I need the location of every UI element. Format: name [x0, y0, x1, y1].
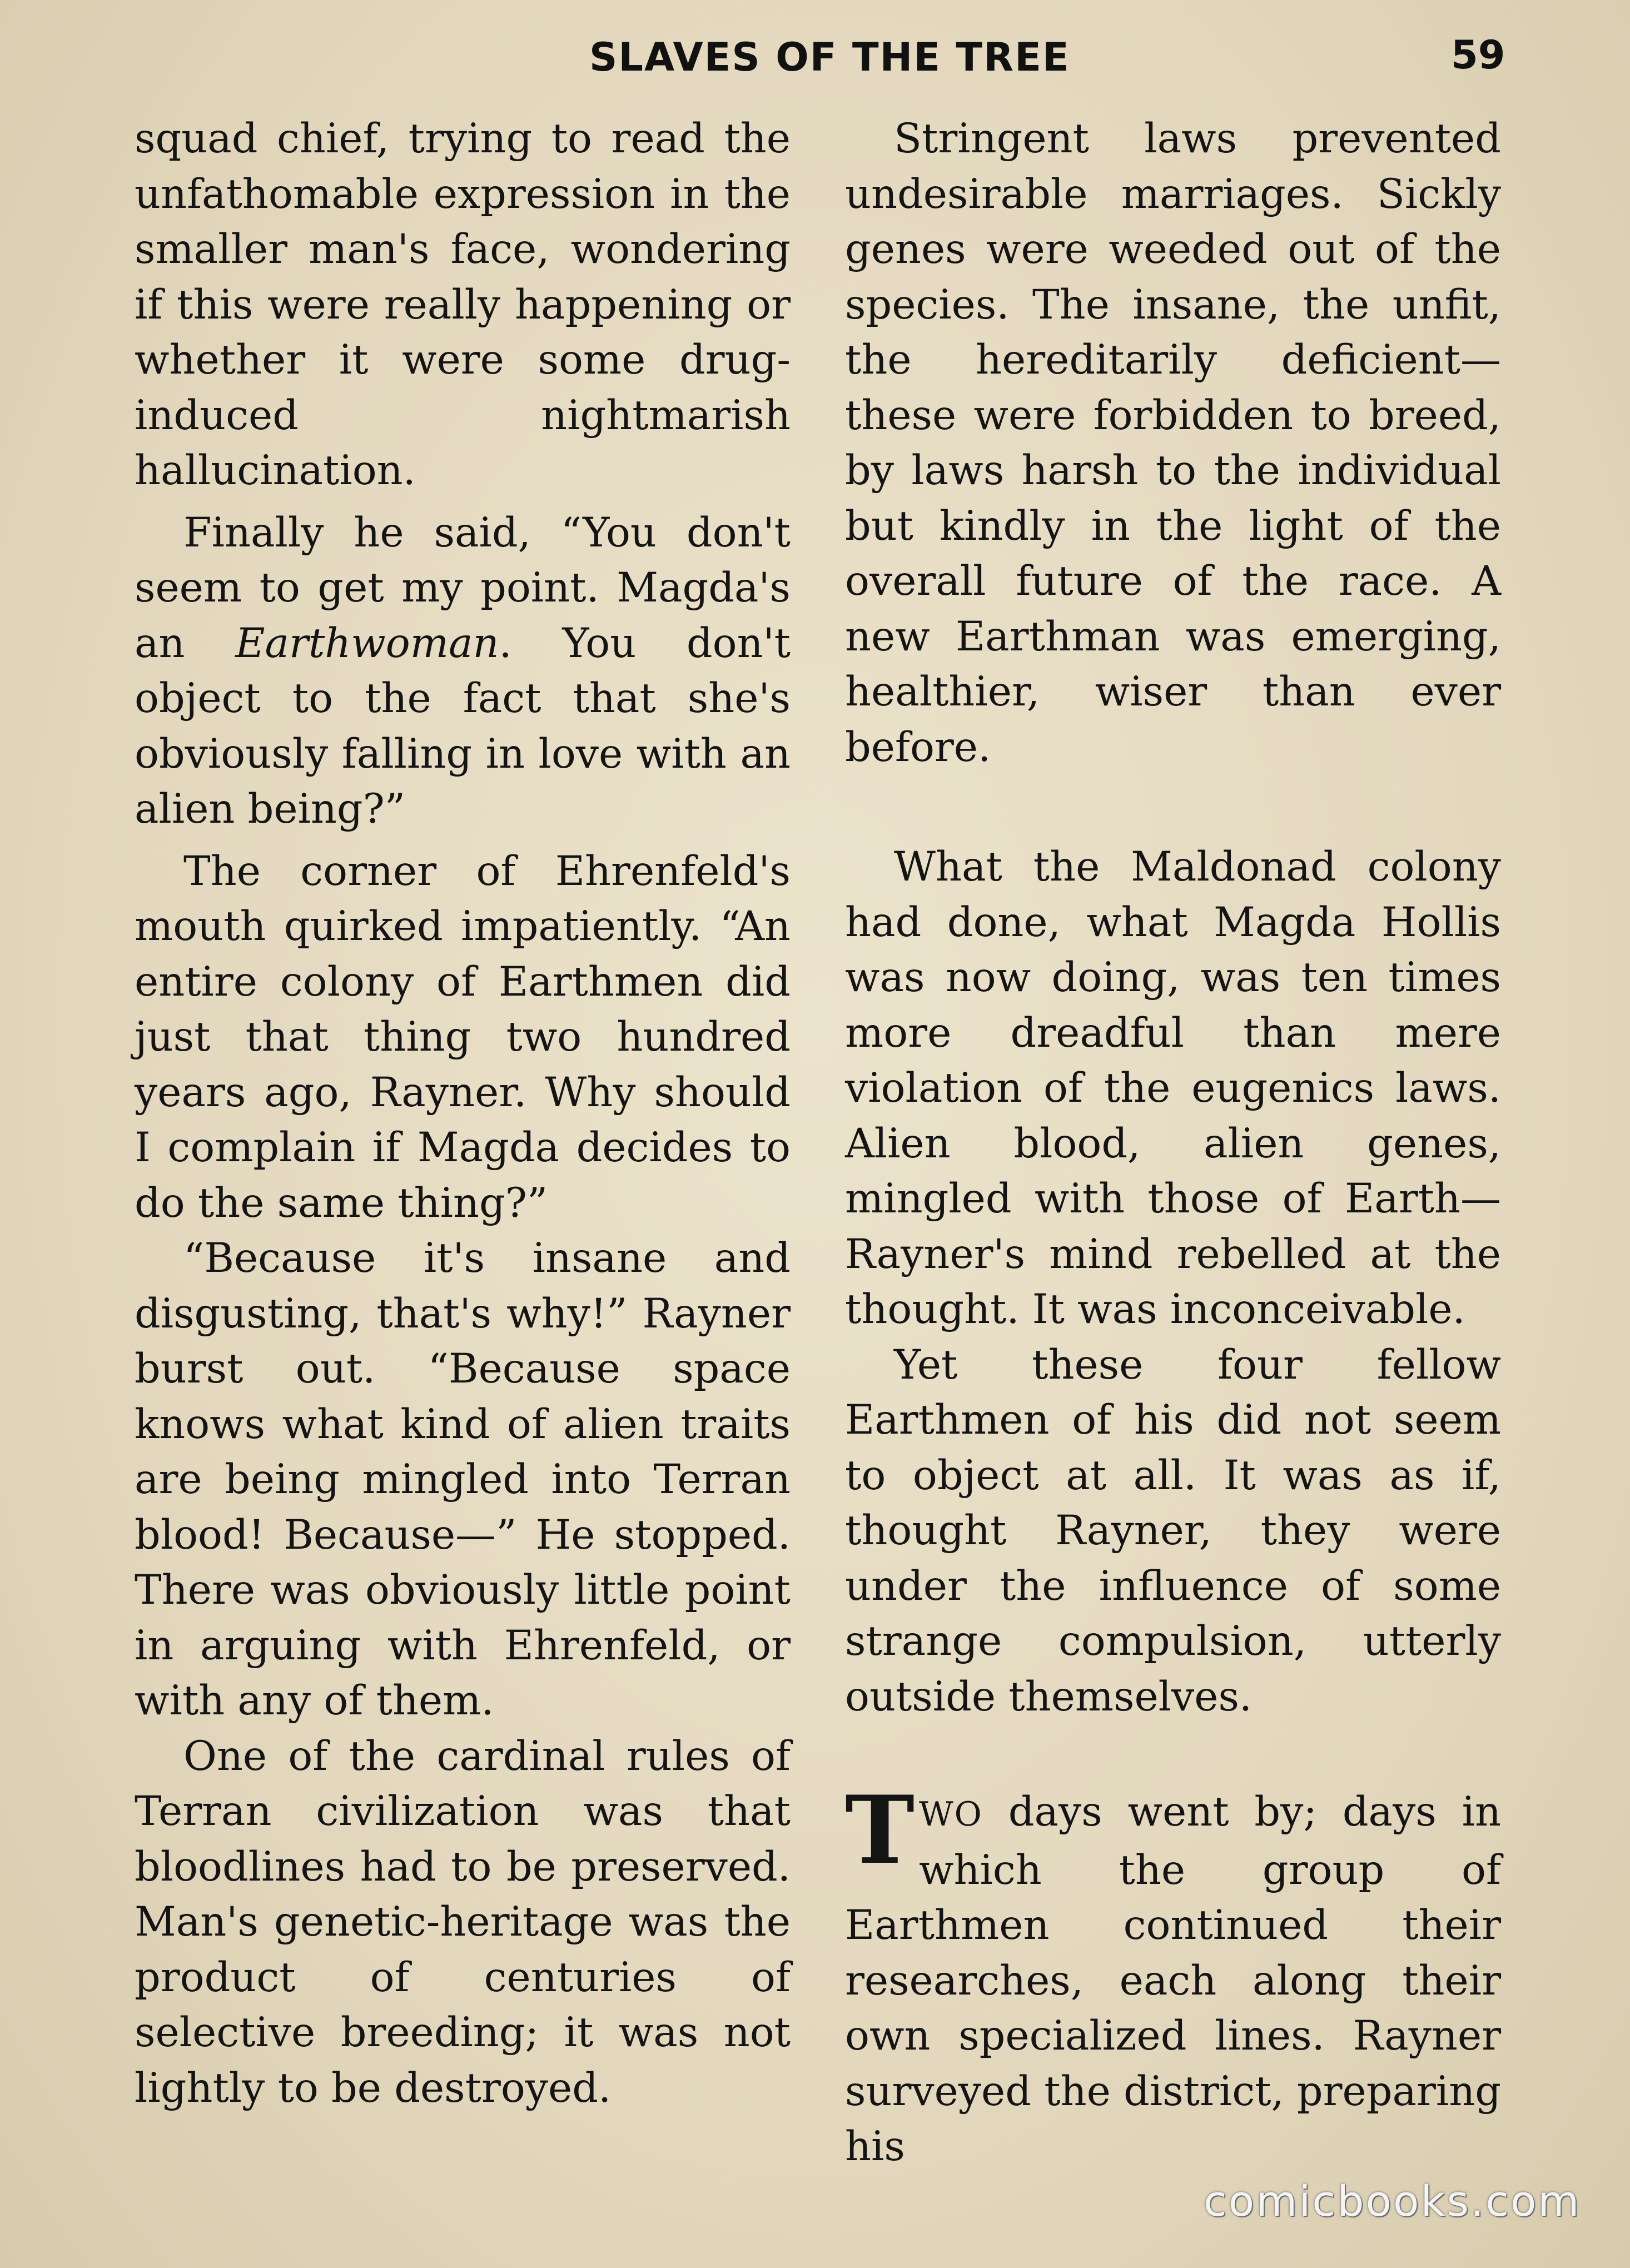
- paragraph: Stringent laws prevented undesirable marriages. Sickly genes were weeded out of the species. The insane, the unfit, the hereditarily deficient—these were forbidden to breed, by laws harsh to the individual but kindly in the light of the overall future of the race. A new Earthman was emerging, healthier, wiser than ever before.: [845, 115, 1501, 771]
- running-title: SLAVES OF THE TREE: [589, 34, 1070, 80]
- paragraph: squad chief, trying to read the unfathomable expression in the smaller man's face, wondering if this were really happening or whether it were some drug-induced nightmarish hallucination.: [135, 115, 791, 494]
- paragraph-text: days went by; days in which the group of Earthmen continued their researches, each along their own specialized lines. Rayner surveyed the district, preparing his: [845, 1788, 1501, 2170]
- paragraph-text: Finally he said, “You don't seem to get my point. Magda's an: [135, 509, 791, 667]
- section-opening-paragraph: [845, 1775, 1501, 2175]
- paragraph: One of the cardinal rules of Terran civilization was that bloodlines had to be preserved. Man's genetic-heritage was the product of centuries of selective breeding; it was not lightly to be destroyed.: [135, 1732, 791, 2112]
- page-number: 59: [1451, 32, 1505, 78]
- left-column: [135, 111, 791, 2116]
- paragraph: Yet these four fellow Earthmen of his did not seem to object at all. It was as if, thought Rayner, they were under the influence of some strange compulsion, utterly outside themselves.: [845, 1341, 1501, 1720]
- small-caps-word: WO: [919, 1795, 983, 1834]
- paragraph: [135, 505, 791, 837]
- drop-cap: T: [845, 1775, 915, 1885]
- paragraph: “Because it's insane and disgusting, that's why!” Rayner burst out. “Because space knows what kind of alien traits are being mingled into Terran blood! Because—” He stopped. There was obviously little point in arguing with Ehrenfeld, or with any of them.: [135, 1235, 791, 1724]
- emphasized-word: Earthwoman: [235, 619, 499, 667]
- right-column: [845, 111, 1501, 2175]
- paragraph: The corner of Ehrenfeld's mouth quirked impatiently. “An entire colony of Earthmen did just that thing two hundred years ago, Rayner. Why should I complain if Magda decides to do the same thing?”: [135, 847, 791, 1227]
- paragraph: What the Maldonad colony had done, what Magda Hollis was now doing, was ten times more dreadful than mere violation of the eugenics laws. Alien blood, alien genes, mingled with those of Earth—Rayner's mind rebelled at the thought. It was inconceivable.: [845, 843, 1501, 1333]
- watermark: comicbooks.com: [1204, 2176, 1581, 2226]
- paragraph-text: . You don't object to the fact that she's obviously falling in love with an alien being?”: [135, 619, 791, 833]
